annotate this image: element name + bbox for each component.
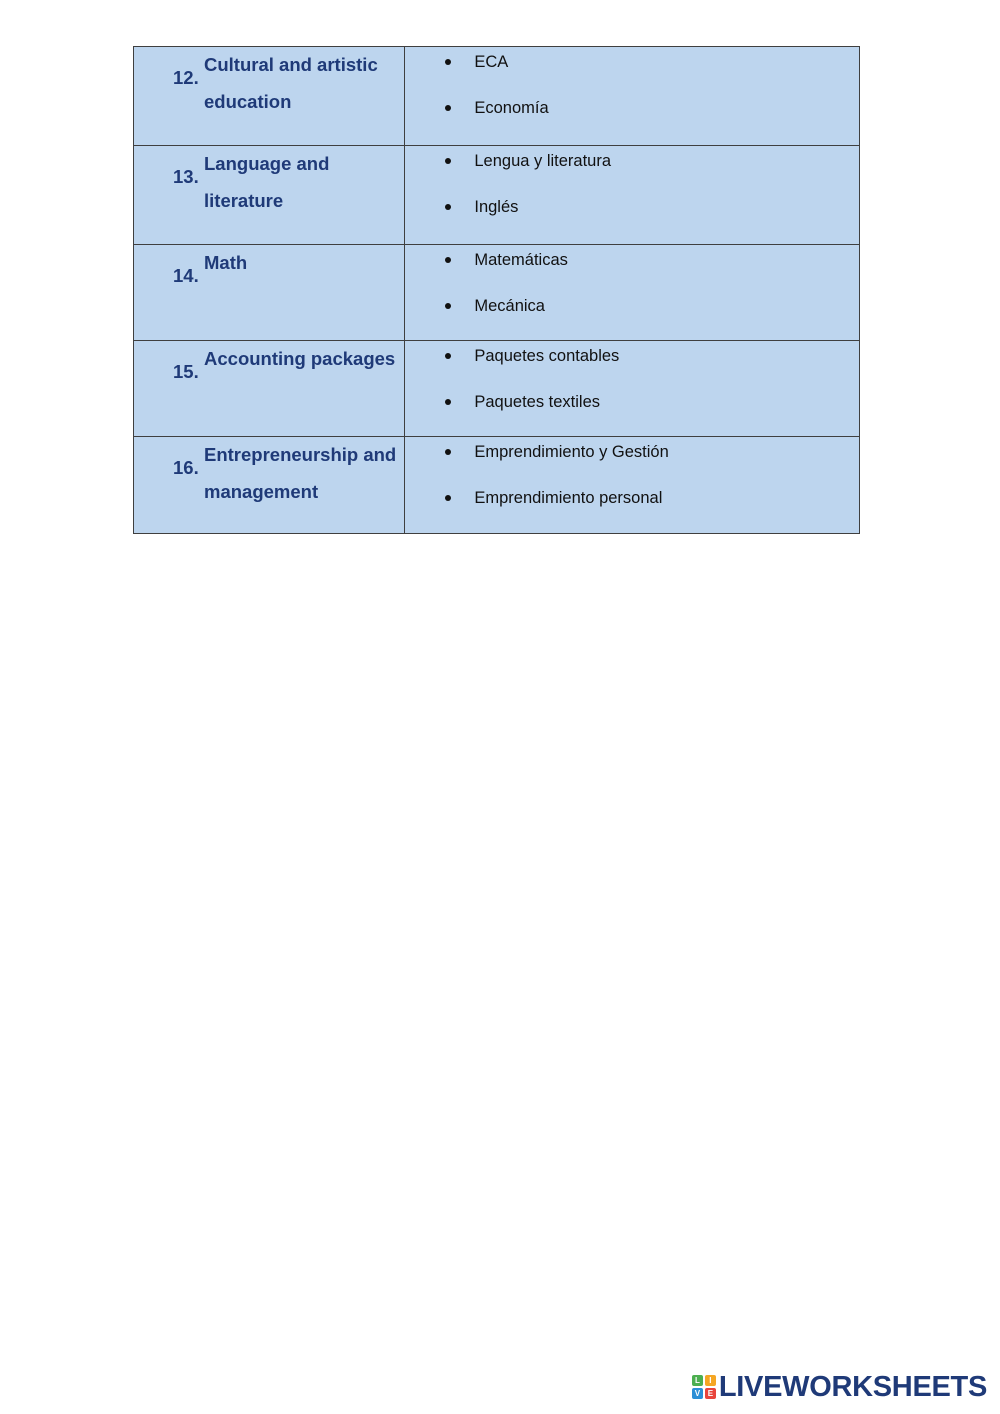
option-item[interactable] — [405, 50, 859, 96]
brand-name: LIVEWORKSHEETS — [718, 1371, 987, 1403]
topic-label: education — [204, 91, 292, 112]
table-row — [134, 245, 860, 341]
option-item[interactable] — [405, 486, 859, 532]
topic-number: 13. — [173, 166, 199, 187]
table-row — [134, 437, 860, 534]
options-cell — [405, 341, 860, 437]
topic-cell — [134, 146, 405, 245]
options-list — [405, 245, 859, 340]
topic-label: literature — [204, 190, 284, 211]
option-label: ECA — [474, 53, 509, 71]
topic-label: Entrepreneurship and — [204, 444, 397, 465]
logo-tile: I — [705, 1375, 716, 1386]
option-label: Paquetes textiles — [474, 393, 601, 411]
option-item[interactable] — [405, 195, 859, 241]
bullet-icon — [445, 257, 451, 263]
table-row — [134, 341, 860, 437]
option-label: Mecánica — [474, 297, 545, 315]
topic-cell — [134, 245, 405, 341]
table-row — [134, 146, 860, 245]
bullet-icon — [445, 105, 451, 111]
option-item[interactable] — [405, 440, 859, 486]
options-cell — [405, 437, 860, 534]
logo-tile: E — [705, 1388, 716, 1399]
bullet-icon — [445, 204, 451, 210]
topic-number: 15. — [173, 361, 199, 382]
option-item[interactable] — [405, 390, 859, 436]
option-label: Matemáticas — [474, 251, 568, 269]
topic-label: management — [204, 481, 319, 502]
bullet-icon — [445, 59, 451, 65]
options-cell — [405, 146, 860, 245]
bullet-icon — [445, 399, 451, 405]
topic-number: 12. — [173, 67, 199, 88]
liveworksheets-logo-icon — [692, 1375, 716, 1399]
option-item[interactable] — [405, 344, 859, 390]
logo-tile: L — [692, 1375, 703, 1386]
bullet-icon — [445, 353, 451, 359]
bullet-icon — [445, 449, 451, 455]
options-list — [405, 146, 859, 241]
topic-number: 16. — [173, 457, 199, 478]
option-item[interactable] — [405, 294, 859, 340]
topic-label: Accounting packages — [204, 348, 396, 369]
option-label: Paquetes contables — [474, 347, 620, 365]
options-list — [405, 47, 859, 142]
option-item[interactable] — [405, 96, 859, 142]
worksheet-table — [133, 46, 860, 534]
options-list — [405, 341, 859, 436]
bullet-icon — [445, 158, 451, 164]
topic-label: Math — [204, 252, 248, 273]
option-label: Emprendimiento personal — [474, 489, 663, 507]
options-cell — [405, 47, 860, 146]
option-label: Lengua y literatura — [474, 152, 612, 170]
bullet-icon — [445, 495, 451, 501]
liveworksheets-logo — [692, 1372, 987, 1402]
option-item[interactable] — [405, 248, 859, 294]
option-label: Inglés — [474, 198, 519, 216]
topic-cell — [134, 437, 405, 534]
topic-cell — [134, 341, 405, 437]
topic-label: Language and — [204, 153, 330, 174]
logo-tile: V — [692, 1388, 703, 1399]
options-list — [405, 437, 859, 532]
option-label: Emprendimiento y Gestión — [474, 443, 669, 461]
topic-cell — [134, 47, 405, 146]
table-row — [134, 47, 860, 146]
options-cell — [405, 245, 860, 341]
option-label: Economía — [474, 99, 549, 117]
bullet-icon — [445, 303, 451, 309]
topic-label: Cultural and artistic — [204, 54, 378, 75]
topic-number: 14. — [173, 265, 199, 286]
option-item[interactable] — [405, 149, 859, 195]
